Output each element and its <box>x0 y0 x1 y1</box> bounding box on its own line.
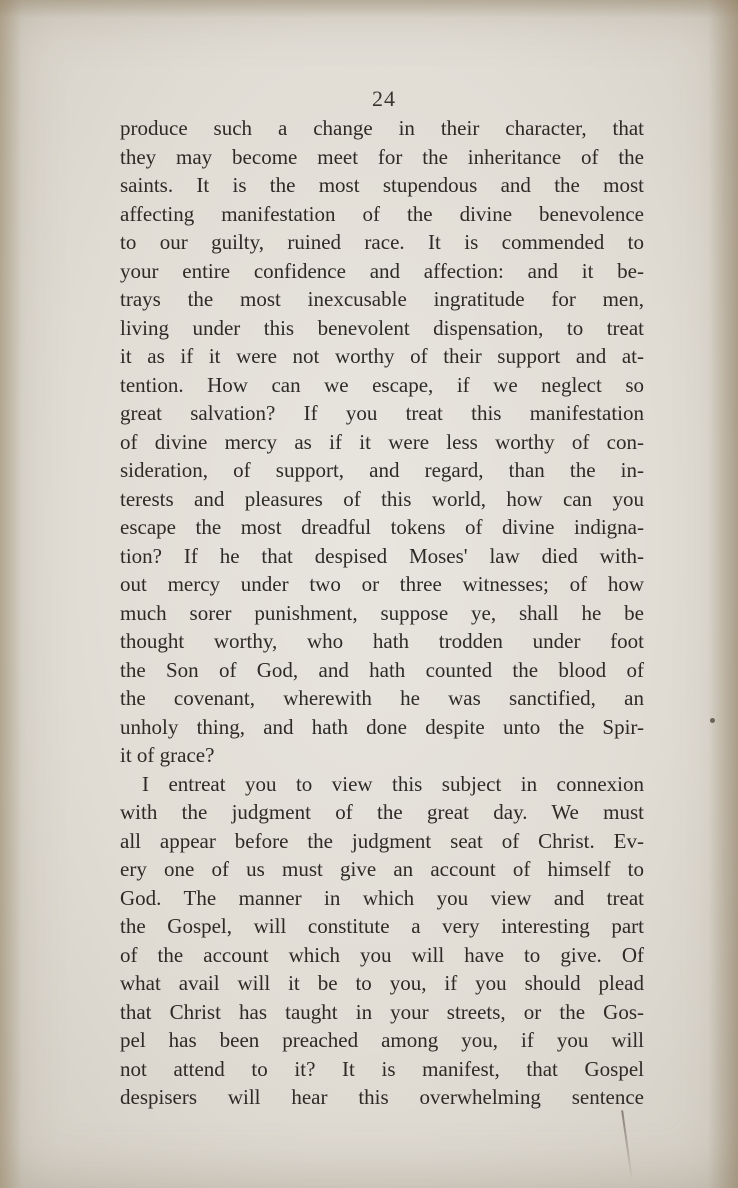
text-line: tion? If he that despised Moses' law died with- <box>120 543 644 568</box>
text-line: the covenant, wherewith he was sanctified, an <box>120 686 644 710</box>
text-line: all appear before the judgment seat of Christ. Ev- <box>120 828 644 853</box>
text-line: trays the most inexcusable ingratitude for men, <box>120 287 644 311</box>
text-line: to our guilty, ruined race. It is commended to <box>120 230 644 254</box>
text-line: not attend to it? It is manifest, that Gospel <box>120 1056 644 1081</box>
text-line: God. The manner in which you view and treat <box>120 885 644 910</box>
body-text <box>120 114 644 1112</box>
text-line: out mercy under two or three witnesses; of how <box>120 572 644 596</box>
page-edge-left <box>0 0 22 1188</box>
text-line: living under this benevolent dispensation, to treat <box>120 315 644 340</box>
text-line: sideration, of support, and regard, than the in- <box>120 458 644 482</box>
text-line: saints. It is the most stupendous and the most <box>120 173 644 197</box>
paper-crease <box>621 1110 633 1180</box>
ink-spot <box>710 718 715 723</box>
text-line: what avail will it be to you, if you should plead <box>120 971 644 995</box>
text-line: thought worthy, who hath trodden under foot <box>120 629 644 653</box>
text-line: much sorer punishment, suppose ye, shall he be <box>120 600 644 625</box>
text-line: it as if it were not worthy of their support and at- <box>120 344 644 368</box>
page-edge-right <box>708 0 738 1188</box>
text-line: it of grace? <box>120 743 215 767</box>
text-line: they may become meet for the inheritance of the <box>120 144 644 169</box>
text-line: the Son of God, and hath counted the blood of <box>120 657 644 682</box>
text-line: I entreat you to view this subject in connexion <box>142 771 644 796</box>
text-line: great salvation? If you treat this manifestation <box>120 401 644 425</box>
text-line: terests and pleasures of this world, how can you <box>120 486 644 511</box>
text-line: unholy thing, and hath done despite unto the Spir- <box>120 714 644 739</box>
page-number: 24 <box>372 86 396 111</box>
paragraph-2 <box>120 770 644 1112</box>
paragraph-1 <box>120 114 644 770</box>
text-line: with the judgment of the great day. We must <box>120 800 644 824</box>
text-line: of the account which you will have to give. Of <box>120 942 644 967</box>
text-line: tention. How can we escape, if we neglect so <box>120 372 644 397</box>
text-line: your entire confidence and affection: and it be- <box>120 258 644 283</box>
page-edge-top <box>0 0 738 18</box>
text-line: pel has been preached among you, if you will <box>120 1028 644 1052</box>
text-line: despisers will hear this overwhelming sentence <box>120 1085 644 1109</box>
text-line: that Christ has taught in your streets, or the Gos- <box>120 999 644 1024</box>
text-line: of divine mercy as if it were less worthy of con- <box>120 429 644 454</box>
text-line: ery one of us must give an account of himself to <box>120 857 644 881</box>
text-line: the Gospel, will constitute a very interesting part <box>120 914 644 938</box>
text-line: affecting manifestation of the divine benevolence <box>120 201 644 226</box>
text-line: escape the most dreadful tokens of divine indigna- <box>120 515 644 539</box>
text-line: produce such a change in their character, that <box>120 116 644 140</box>
